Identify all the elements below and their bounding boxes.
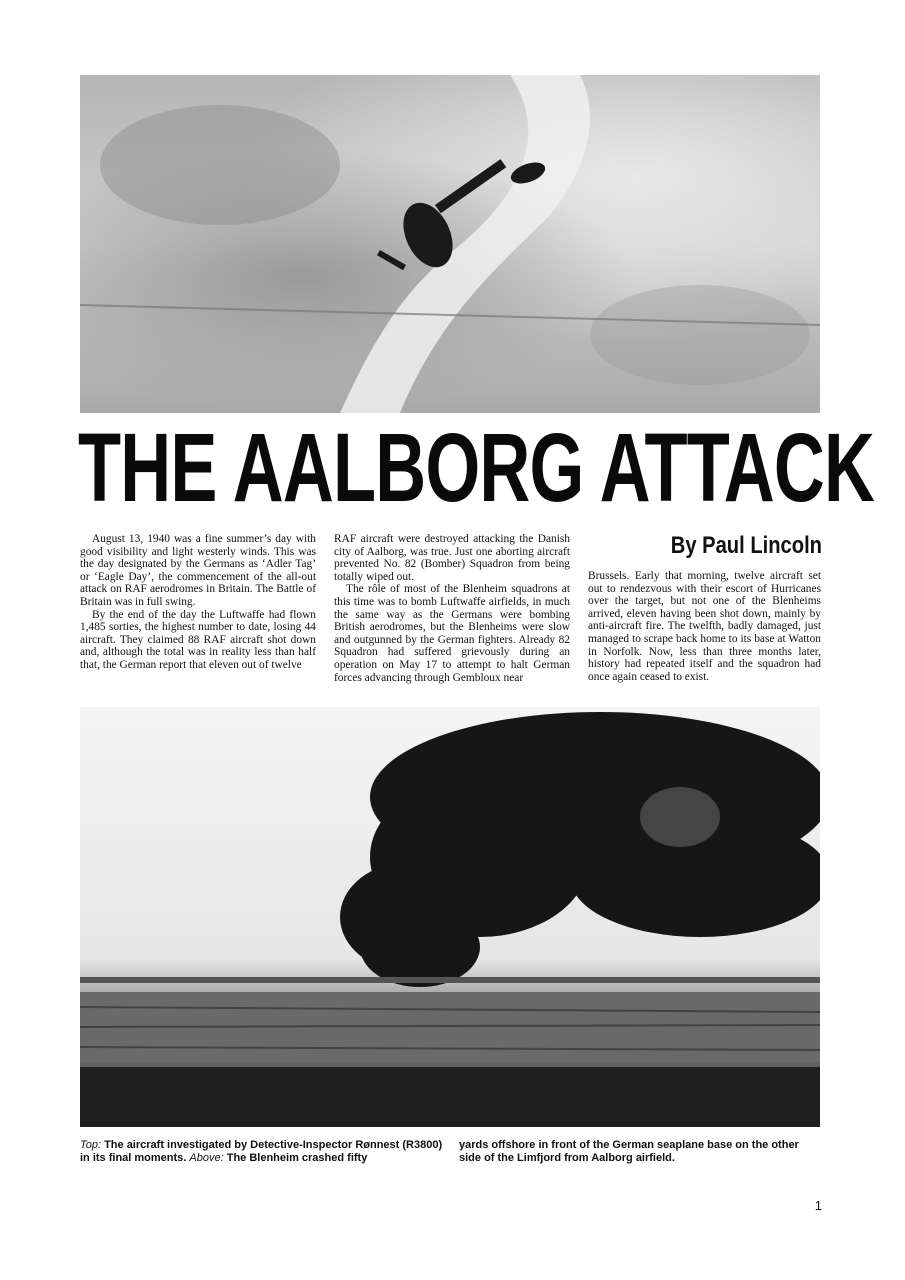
paragraph: By the end of the day the Luftwaffe had flown 1,485 sorties, the highest number to date, losing 44 aircraft. They claimed 88 RAF aircraft shot down and, although the total was in reality less than half that, the German report that eleven out of twelve <box>80 608 316 671</box>
author-byline: By Paul Lincoln <box>670 532 822 559</box>
body-column-1 <box>80 533 316 672</box>
paragraph: August 13, 1940 was a fine summer’s day with good visibility and light westerly winds. This was the day designated by the Germans as ‘Adler Tag’ or ‘Eagle Day’, the commencement of the all-out attack on RAF aerodromes in Britain. The Battle of Britain was in full swing. <box>80 533 316 608</box>
paragraph: Brussels. Early that morning, twelve aircraft set out to rendezvous with their escort of Hurricanes over the target, but not one of the Blenheims arrived, eleven having been shot down, mainly by anti-aircraft fire. The twelfth, badly damaged, just managed to scrape back home to its base at Watton in Norfolk. Now, less than three months later, history had repeated itself and the squadron had once again ceased to exist. <box>588 570 821 683</box>
photo-caption-right: yards offshore in front of the German seaplane base on the other side of the Limfjord from Aalborg airfield. <box>459 1139 799 1164</box>
page-number: 1 <box>814 1198 822 1213</box>
body-column-2 <box>334 533 570 684</box>
smoke-photo-illustration <box>80 707 820 1127</box>
photo-aircraft-final-moments <box>80 75 820 413</box>
aircraft-photo-illustration <box>80 75 820 413</box>
caption-label-above: Above: <box>189 1151 224 1164</box>
article-headline: THE AALBORG ATTACK <box>78 413 875 523</box>
caption-text-above: The Blenheim crashed fifty <box>226 1151 368 1164</box>
caption-text-top: The aircraft investigated by Detective-Inspector Rønnest (R3800) in its final moments. <box>80 1139 443 1164</box>
caption-label-top: Top: <box>80 1139 102 1151</box>
body-column-3 <box>588 570 821 683</box>
photo-caption-left <box>80 1139 445 1164</box>
paragraph: The rôle of most of the Blenheim squadrons at this time was to bomb Luftwaffe airfields, in much the same way as the Germans were bombing British aerodromes, but the Blenheims were slow and outgunned by the German fighters. Already 82 Squadron had suffered grievously during an operation on May 17 to attempt to halt German forces advancing through Gembloux near <box>334 583 570 684</box>
photo-crash-smoke <box>80 707 820 1127</box>
paragraph: RAF aircraft were destroyed attacking the Danish city of Aalborg, was true. Just one aborting aircraft prevented No. 82 (Bomber) Squadron from being totally wiped out. <box>334 533 570 583</box>
